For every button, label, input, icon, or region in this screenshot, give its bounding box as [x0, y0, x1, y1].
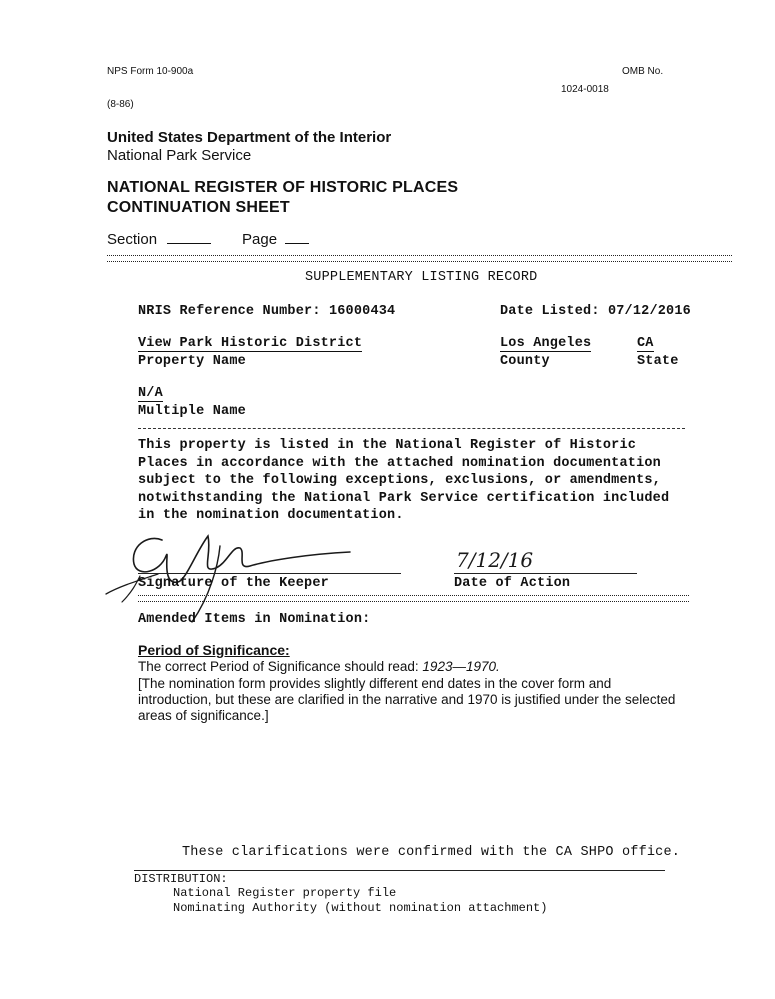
- date-line: [454, 573, 637, 574]
- handwritten-date: 7/12/16: [456, 548, 534, 572]
- sheet-title-line1: NATIONAL REGISTER OF HISTORIC PLACES: [107, 179, 459, 196]
- statement-line: in the nomination documentation.: [138, 508, 404, 523]
- omb-number: 1024-0018: [561, 84, 609, 95]
- signature-line: [138, 573, 401, 574]
- period-prefix: The correct Period of Significance should read:: [138, 659, 419, 674]
- keeper-label: Signature of the Keeper: [138, 576, 329, 591]
- state-label: State: [637, 354, 679, 369]
- amended-items-label: Amended Items in Nomination:: [138, 612, 371, 627]
- statement-line: Places in accordance with the attached nomination documentation: [138, 455, 661, 471]
- page-field: [242, 231, 309, 248]
- period-value: 1923—1970.: [422, 659, 500, 674]
- listing-statement: [138, 437, 738, 525]
- nris-reference: [138, 304, 395, 319]
- sheet-title-line2: CONTINUATION SHEET: [107, 199, 290, 216]
- section-label: Section: [107, 231, 158, 248]
- state-value: CA: [637, 336, 654, 351]
- property-name-value: View Park Historic District: [138, 336, 363, 351]
- section-blank: [167, 243, 211, 244]
- period-note-line: [The nomination form provides slightly different end dates in the cover form and: [138, 676, 612, 691]
- period-note-line: introduction, but these are clarified in the narrative and 1970 is justified under the selected: [138, 692, 676, 707]
- multiple-name-value: N/A: [138, 386, 163, 401]
- department-name: United States Department of the Interior: [107, 129, 392, 146]
- form-revision: (8-86): [107, 99, 134, 110]
- date-of-action-label: Date of Action: [454, 576, 571, 591]
- date-listed-label: Date Listed:: [500, 304, 600, 319]
- nris-reference-label: NRIS Reference Number:: [138, 304, 321, 319]
- county-label: County: [500, 354, 550, 369]
- distribution-label: DISTRIBUTION:: [134, 872, 228, 886]
- period-statement: [138, 659, 500, 675]
- distribution-item: Nominating Authority (without nomination attachment): [173, 901, 548, 915]
- distribution-divider: [134, 870, 665, 871]
- header-separator: [107, 255, 732, 262]
- statement-line: notwithstanding the National Park Service certification included: [138, 490, 670, 506]
- period-note-line: areas of significance.]: [138, 708, 269, 723]
- omb-label: OMB No.: [622, 66, 664, 77]
- distribution-item: National Register property file: [173, 886, 397, 900]
- confirmation-note: These clarifications were confirmed with the CA SHPO office.: [182, 845, 681, 860]
- county-value: Los Angeles: [500, 336, 592, 351]
- property-name-label: Property Name: [138, 354, 246, 369]
- signature-separator: [138, 595, 689, 602]
- statement-line: This property is listed in the National Register of Historic: [138, 438, 637, 453]
- distribution-list: [173, 886, 547, 916]
- date-listed-value: 07/12/2016: [607, 304, 691, 319]
- period-heading: Period of Significance:: [138, 642, 290, 658]
- nris-reference-value: 16000434: [328, 304, 396, 319]
- page-blank: [285, 243, 309, 244]
- period-note: [138, 676, 738, 724]
- multiple-name-label: Multiple Name: [138, 404, 246, 419]
- date-listed: [500, 304, 691, 319]
- record-heading: SUPPLEMENTARY LISTING RECORD: [305, 270, 538, 285]
- statement-line: subject to the following exceptions, exclusions, or amendments,: [138, 473, 661, 488]
- service-name: National Park Service: [107, 147, 252, 164]
- page-label: Page: [242, 231, 278, 248]
- statement-divider: [138, 428, 685, 429]
- section-field: [107, 231, 211, 248]
- form-number: NPS Form 10-900a: [107, 66, 194, 77]
